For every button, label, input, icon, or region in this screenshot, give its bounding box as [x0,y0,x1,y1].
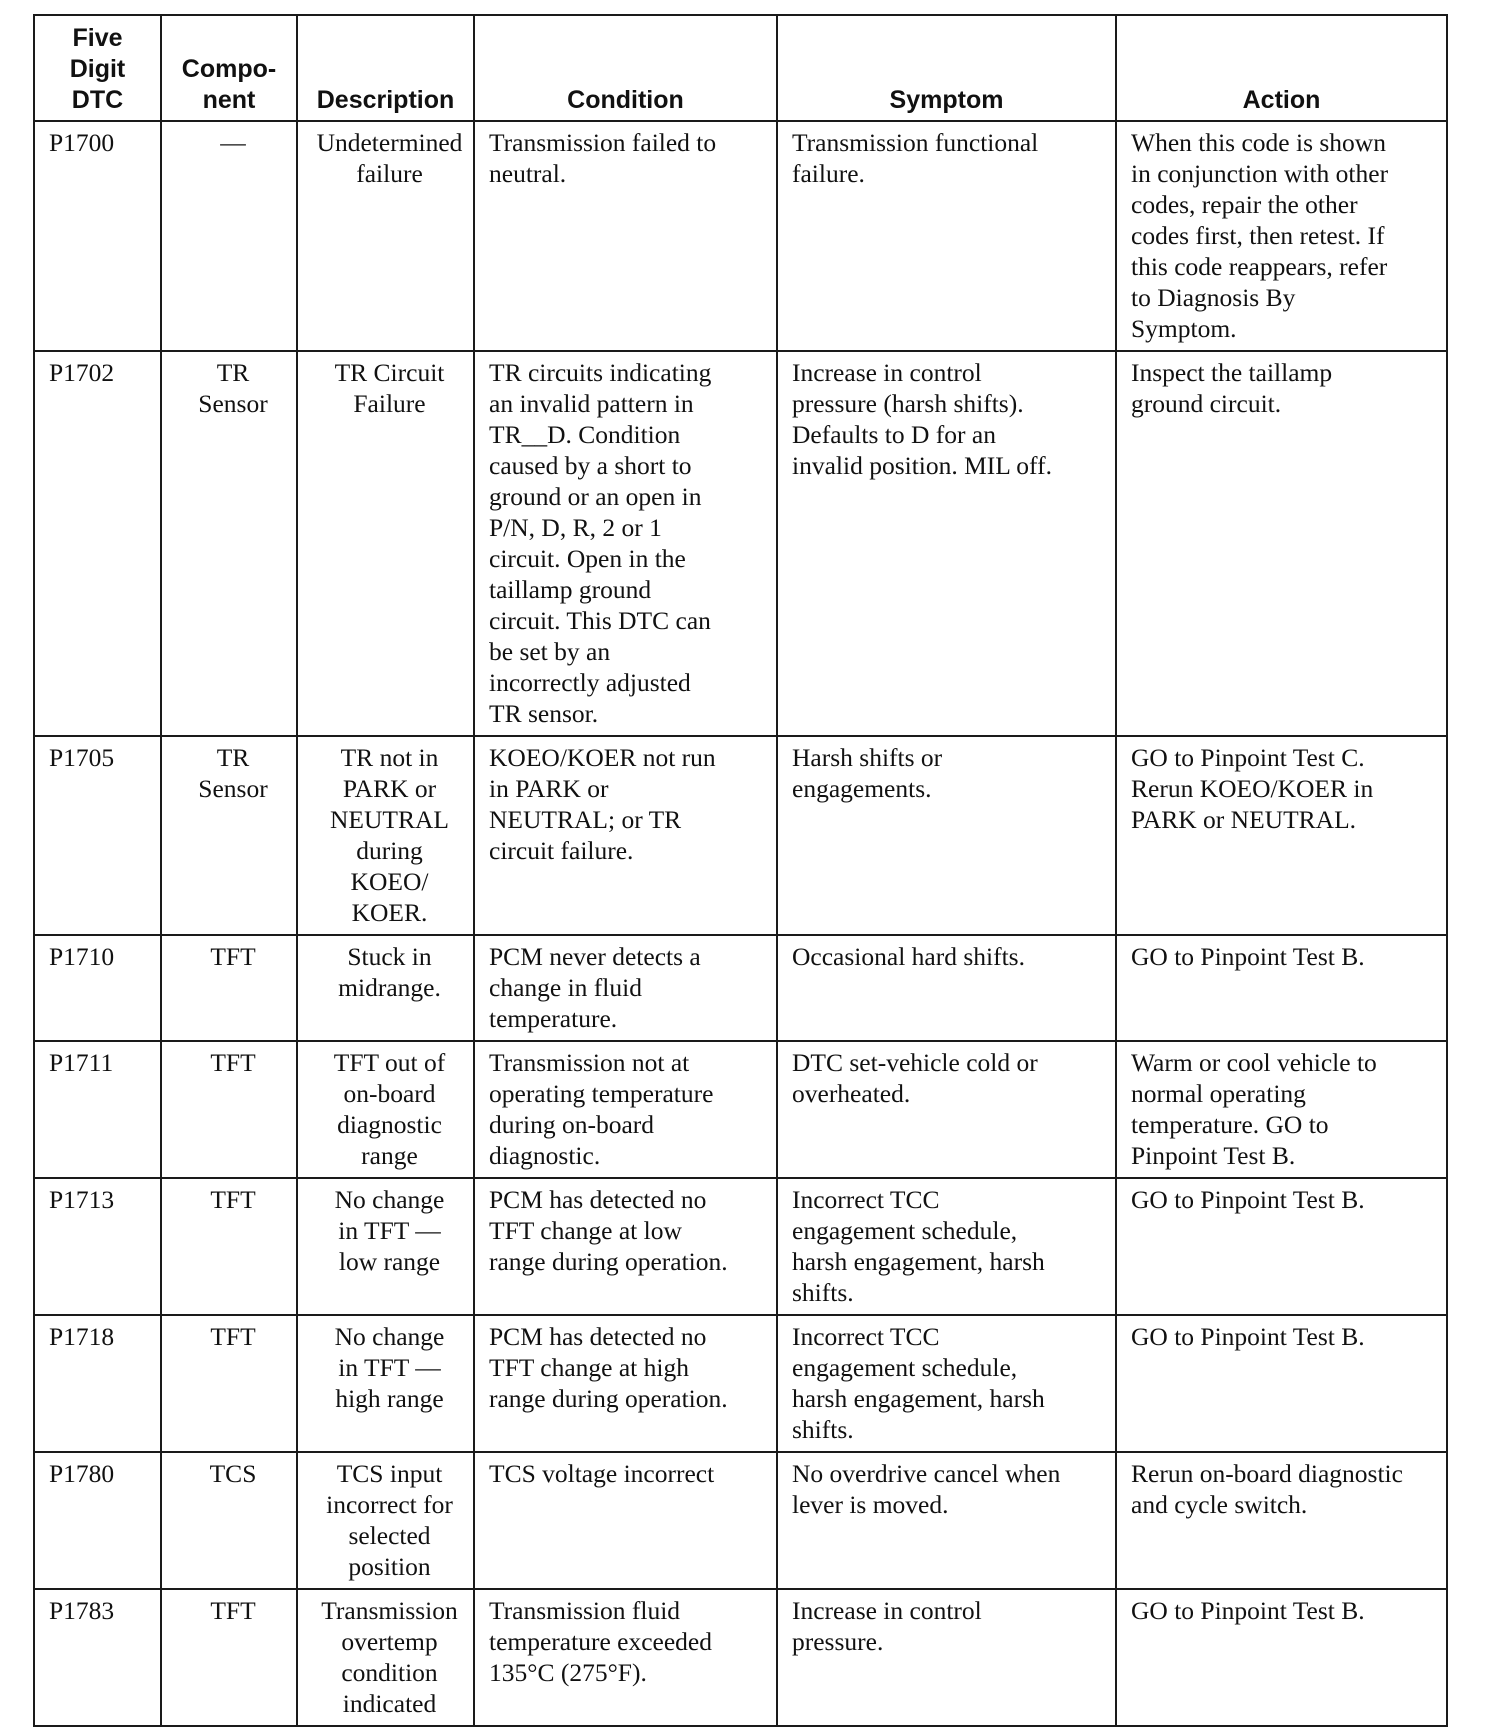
table-row [34,935,1447,1041]
action-cell-line: GO to Pinpoint Test B. [1131,1185,1365,1214]
action-cell-line: PARK or NEUTRAL. [1131,805,1357,834]
condition-cell-line: circuit failure. [489,836,634,865]
description-cell-line: condition [341,1658,438,1687]
action-cell-line: in conjunction with other [1131,159,1389,188]
condition-cell-line: PCM has detected no [489,1185,707,1214]
condition-cell-line: in PARK or [489,774,609,803]
dtc-code-cell: P1713 [34,1178,161,1315]
condition-cell-line: change in fluid [489,973,642,1002]
action-cell [1116,736,1447,935]
action-cell-line: ground circuit. [1131,389,1282,418]
symptom-cell [777,1178,1116,1315]
condition-cell-line: temperature exceeded [489,1627,712,1656]
component-cell [161,351,297,736]
component-cell-line: TFT [210,1322,256,1351]
description-cell-line: TR Circuit [334,358,445,387]
description-cell-line: on-board [343,1079,436,1108]
description-cell-line: selected [348,1521,431,1550]
symptom-cell-line: pressure. [792,1627,884,1656]
action-cell-line: Symptom. [1131,314,1237,343]
action-cell-line: and cycle switch. [1131,1490,1308,1519]
table-row [34,351,1447,736]
symptom-cell-line: Defaults to D for an [792,420,996,449]
table-header-row [34,15,1447,121]
condition-cell-line: TFT change at low [489,1216,682,1245]
symptom-cell-line: Incorrect TCC [792,1322,940,1351]
symptom-cell-line: Increase in control [792,358,982,387]
symptom-cell-line: shifts. [792,1415,854,1444]
description-cell [297,1452,474,1589]
description-cell [297,1315,474,1452]
action-cell-line: normal operating [1131,1079,1306,1108]
description-cell [297,1041,474,1178]
symptom-cell-line: failure. [792,159,865,188]
description-cell [297,736,474,935]
condition-cell-line: PCM never detects a [489,942,701,971]
condition-cell-line: 135°C (275°F). [489,1658,647,1687]
condition-cell-line: be set by an [489,637,611,666]
action-cell-line: When this code is shown [1131,128,1386,157]
component-cell [161,1178,297,1315]
component-cell [161,1452,297,1589]
condition-cell-line: taillamp ground [489,575,652,604]
description-cell [297,1589,474,1726]
condition-cell-line: temperature. [489,1004,618,1033]
description-cell-line: TCS input [336,1459,443,1488]
condition-cell-line: an invalid pattern in [489,389,694,418]
header-component: Compo- nent [161,15,297,121]
dtc-code-cell: P1783 [34,1589,161,1726]
symptom-cell-line: engagement schedule, [792,1216,1018,1245]
condition-cell-line: circuit. Open in the [489,544,686,573]
description-cell-line: No change [334,1322,445,1351]
action-cell [1116,121,1447,351]
condition-cell [474,1178,777,1315]
description-cell-line: KOER. [351,898,428,927]
component-cell-line: TR [216,358,250,387]
symptom-cell-line: No overdrive cancel when [792,1459,1061,1488]
condition-cell-line: range during operation. [489,1384,728,1413]
description-cell-line: Transmission [321,1596,458,1625]
action-cell-line: GO to Pinpoint Test B. [1131,942,1365,971]
component-cell [161,1041,297,1178]
description-cell-line: high range [335,1384,444,1413]
action-cell-line: GO to Pinpoint Test B. [1131,1596,1365,1625]
description-cell [297,351,474,736]
symptom-cell-line: engagement schedule, [792,1353,1018,1382]
dtc-code-cell: P1711 [34,1041,161,1178]
action-cell-line: Warm or cool vehicle to [1131,1048,1377,1077]
symptom-cell-line: lever is moved. [792,1490,949,1519]
component-cell [161,1315,297,1452]
symptom-cell-line: harsh engagement, harsh [792,1384,1045,1413]
symptom-cell [777,351,1116,736]
table-row [34,121,1447,351]
symptom-cell [777,1452,1116,1589]
action-cell-line: to Diagnosis By [1131,283,1296,312]
condition-cell [474,935,777,1041]
condition-cell-line: Transmission fluid [489,1596,681,1625]
description-cell-line: during [356,836,423,865]
symptom-cell-line: harsh engagement, harsh [792,1247,1045,1276]
description-cell-line: failure [356,159,423,188]
description-cell-line: incorrect for [326,1490,453,1519]
description-cell-line: Failure [353,389,426,418]
description-cell-line: midrange. [338,973,441,1002]
component-cell-line: Sensor [198,389,268,418]
condition-cell-line: Transmission not at [489,1048,690,1077]
symptom-cell-line: Transmission functional [792,128,1039,157]
description-cell-line: PARK or [342,774,437,803]
action-cell-line: this code reappears, refer [1131,252,1388,281]
action-cell [1116,1452,1447,1589]
description-cell-line: indicated [342,1689,437,1718]
table-row [34,1452,1447,1589]
component-cell-line: TR [216,743,250,772]
action-cell [1116,1589,1447,1726]
action-cell-line: Rerun on-board diagnostic [1131,1459,1403,1488]
symptom-cell-line: Occasional hard shifts. [792,942,1025,971]
description-cell-line: range [361,1141,418,1170]
condition-cell-line: NEUTRAL; or TR [489,805,682,834]
dtc-code-cell: P1780 [34,1452,161,1589]
component-cell-line: TFT [210,1596,256,1625]
condition-cell-line: KOEO/KOER not run [489,743,716,772]
symptom-cell [777,935,1116,1041]
dtc-code-cell: P1705 [34,736,161,935]
description-cell-line: low range [338,1247,441,1276]
header-symptom: Symptom [777,15,1116,121]
symptom-cell-line: DTC set-vehicle cold or [792,1048,1038,1077]
symptom-cell [777,1041,1116,1178]
action-cell-line: codes, repair the other [1131,190,1358,219]
action-cell [1116,1178,1447,1315]
condition-cell [474,1589,777,1726]
condition-cell [474,1452,777,1589]
description-cell-line: Stuck in [347,942,432,971]
dtc-code-cell: P1700 [34,121,161,351]
condition-cell-line: ground or an open in [489,482,702,511]
condition-cell-line: range during operation. [489,1247,728,1276]
action-cell [1116,1315,1447,1452]
condition-cell-line: PCM has detected no [489,1322,707,1351]
action-cell-line: temperature. GO to [1131,1110,1329,1139]
description-cell-line: NEUTRAL [330,805,449,834]
header-action: Action [1116,15,1447,121]
component-cell-line: TFT [210,942,256,971]
component-cell [161,935,297,1041]
condition-cell-line: operating temperature [489,1079,714,1108]
dtc-code-cell: P1702 [34,351,161,736]
symptom-cell-line: engagements. [792,774,932,803]
action-cell [1116,351,1447,736]
component-cell [161,121,297,351]
action-cell-line: Inspect the taillamp [1131,358,1333,387]
component-cell-line: Sensor [198,774,268,803]
action-cell [1116,1041,1447,1178]
condition-cell [474,351,777,736]
header-five-digit-dtc: Five Digit DTC [34,15,161,121]
description-cell-line: TR not in [340,743,439,772]
condition-cell-line: incorrectly adjusted [489,668,691,697]
condition-cell-line: diagnostic. [489,1141,601,1170]
symptom-cell-line: Increase in control [792,1596,982,1625]
symptom-cell [777,1315,1116,1452]
condition-cell-line: Transmission failed to [489,128,717,157]
symptom-cell-line: Harsh shifts or [792,743,943,772]
condition-cell-line: caused by a short to [489,451,692,480]
description-cell-line: Undetermined [316,128,463,157]
condition-cell-line: circuit. This DTC can [489,606,711,635]
component-cell [161,1589,297,1726]
component-cell-line: TFT [210,1048,256,1077]
symptom-cell [777,736,1116,935]
dtc-table [33,14,1448,1727]
component-cell [161,736,297,935]
table-row [34,1178,1447,1315]
condition-cell-line: TR circuits indicating [489,358,712,387]
table-row [34,1589,1447,1726]
condition-cell-line: P/N, D, R, 2 or 1 [489,513,662,542]
description-cell [297,121,474,351]
condition-cell [474,1315,777,1452]
action-cell-line: GO to Pinpoint Test C. [1131,743,1365,772]
component-cell-line: TCS [209,1459,257,1488]
component-cell-line: TFT [210,1185,256,1214]
symptom-cell-line: Incorrect TCC [792,1185,940,1214]
dtc-code-cell: P1710 [34,935,161,1041]
description-cell-line: in TFT — [338,1353,441,1382]
description-cell [297,935,474,1041]
action-cell-line: Pinpoint Test B. [1131,1141,1296,1170]
condition-cell-line: TFT change at high [489,1353,689,1382]
table-row [34,1041,1447,1178]
condition-cell-line: during on-board [489,1110,655,1139]
component-cell-line: — [220,128,246,157]
description-cell-line: KOEO/ [350,867,429,896]
table-row [34,736,1447,935]
action-cell [1116,935,1447,1041]
condition-cell-line: neutral. [489,159,567,188]
condition-cell [474,736,777,935]
description-cell-line: TFT out of [333,1048,446,1077]
symptom-cell [777,1589,1116,1726]
condition-cell-line: TR sensor. [489,699,599,728]
table-row [34,1315,1447,1452]
condition-cell [474,1041,777,1178]
description-cell-line: overtemp [341,1627,438,1656]
action-cell-line: codes first, then retest. If [1131,221,1385,250]
condition-cell-line: TCS voltage incorrect [489,1459,715,1488]
description-cell-line: in TFT — [338,1216,441,1245]
header-condition: Condition [474,15,777,121]
symptom-cell-line: invalid position. MIL off. [792,451,1052,480]
description-cell [297,1178,474,1315]
description-cell-line: diagnostic [337,1110,442,1139]
dtc-code-cell: P1718 [34,1315,161,1452]
symptom-cell-line: pressure (harsh shifts). [792,389,1024,418]
action-cell-line: GO to Pinpoint Test B. [1131,1322,1365,1351]
table-body [34,121,1447,1726]
header-description: Description [297,15,474,121]
condition-cell [474,121,777,351]
condition-cell-line: TR__D. Condition [489,420,681,449]
action-cell-line: Rerun KOEO/KOER in [1131,774,1374,803]
symptom-cell-line: shifts. [792,1278,854,1307]
description-cell-line: No change [334,1185,445,1214]
dtc-document [33,14,1448,1727]
symptom-cell-line: overheated. [792,1079,911,1108]
symptom-cell [777,121,1116,351]
description-cell-line: position [348,1552,431,1581]
